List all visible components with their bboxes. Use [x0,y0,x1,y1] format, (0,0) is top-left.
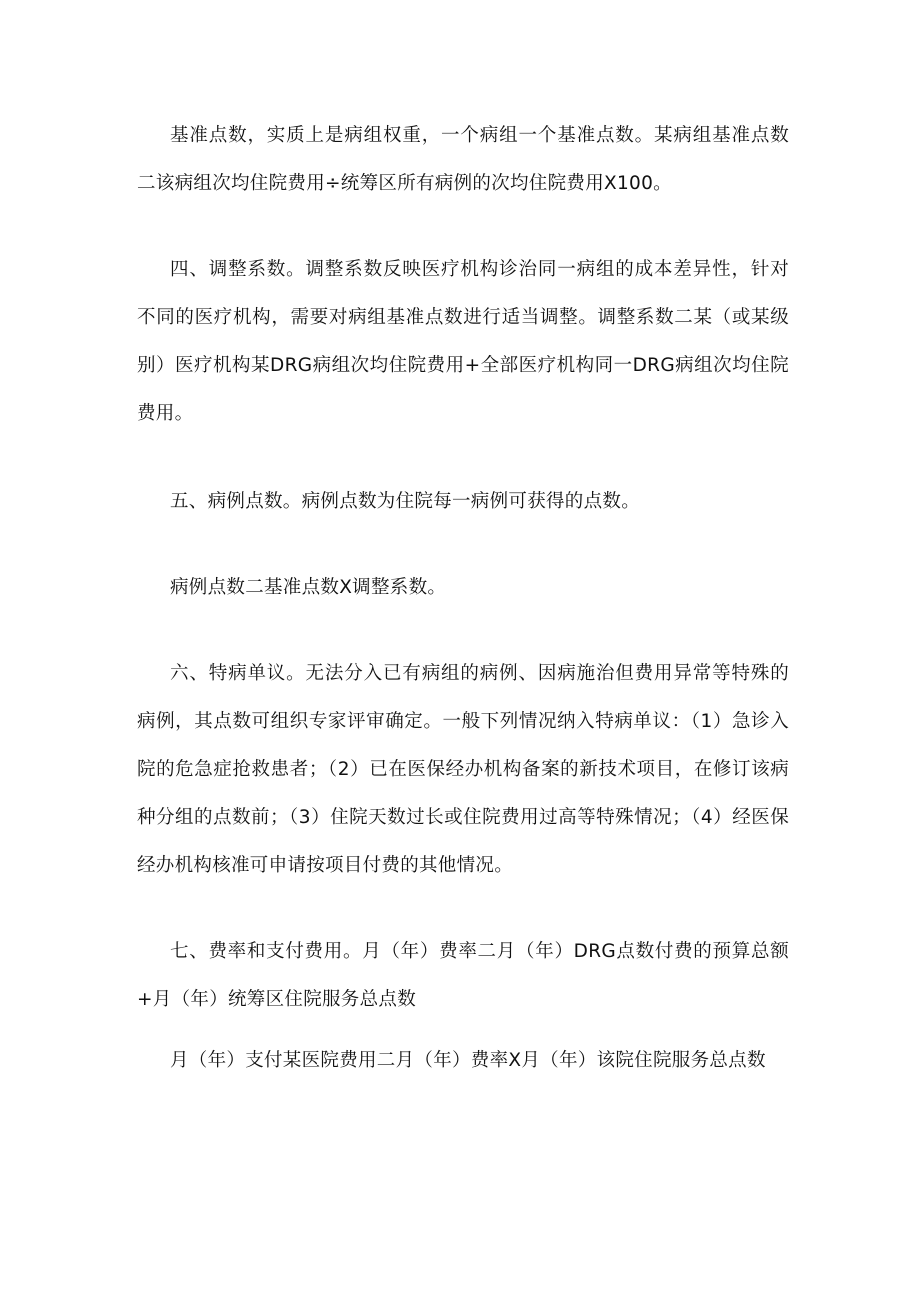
paragraph-special-case-review: 六、特病单议。无法分入已有病组的病例、因病施治但费用异常等特殊的病例，其点数可组织专家评审确定。一般下列情况纳入特病单议：（1）急诊入院的危急症抢救患者；（2）已在医保经办机构备案的新技术项目，在修订该病种分组的点数前；（3）住院天数过长或住院费用过高等特殊情况；（4）经医保经办机构核准可申请按项目付费的其他情况。 [137,663,789,876]
paragraph-benchmark-points: 基准点数，实质上是病组权重，一个病组一个基准点数。某病组基准点数二该病组次均住院费用÷统筹区所有病例的次均住院费用X100。 [137,125,789,194]
paragraph-adjustment-coefficient: 四、调整系数。调整系数反映医疗机构诊治同一病组的成本差异性，针对不同的医疗机构，需要对病组基准点数进行适当调整。调整系数二某（或某级别）医疗机构某DRG病组次均住院费用+全部医疗机构同一DRG病组次均住院费用。 [137,259,789,424]
paragraph-rate-and-payment: 七、费率和支付费用。月（年）费率二月（年）DRG点数付费的预算总额+月（年）统筹区住院服务总点数 [137,941,789,1010]
paragraph-payment-formula: 月（年）支付某医院费用二月（年）费率X月（年）该院住院服务总点数 [170,1050,766,1071]
paragraph-case-points: 五、病例点数。病例点数为住院每一病例可获得的点数。 [170,491,641,512]
paragraph-case-points-formula: 病例点数二基准点数X调整系数。 [170,577,447,598]
